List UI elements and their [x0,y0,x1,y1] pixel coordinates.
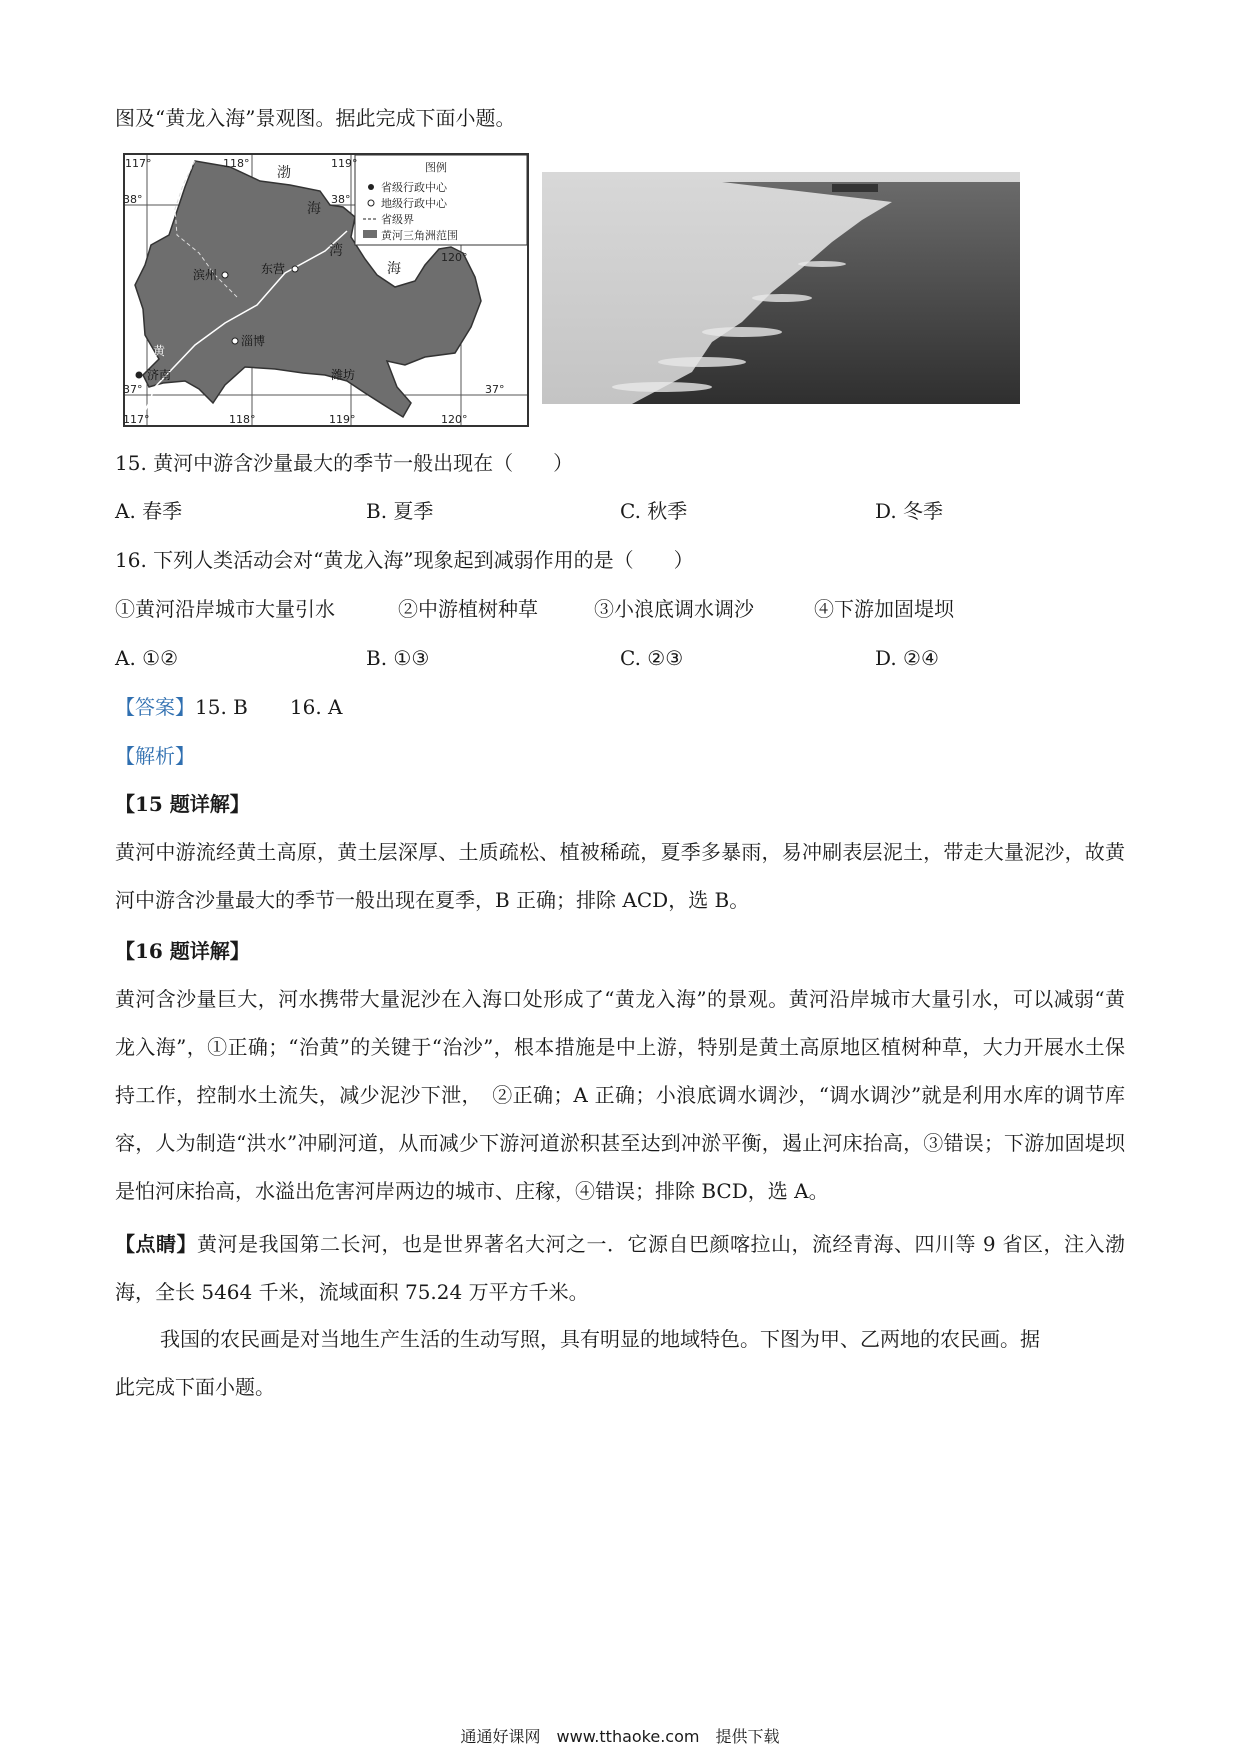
delta-symbol [363,230,377,238]
city-weifang: 潍坊 [331,368,356,382]
next-intro-line1: 我国的农民画是对当地生产生活的生动写照，具有明显的地域特色。下图为甲、乙两地的农民画。据 [160,1327,1040,1351]
city-dongying: 东营 [261,262,286,276]
jinan-marker [136,372,143,379]
legend-item-3: 省级界 [381,213,414,226]
sea-label-wan: 湾 [329,243,343,259]
lon-label-119-bottom: 119° [329,413,356,426]
detail15-title: 【15 题详解】 [115,792,250,816]
answer-q15: 15. B [195,695,248,719]
intro-line: 图及“黄龙入海”景观图。据此完成下面小题。 [115,106,516,130]
q15-stem: 15. 黄河中游含沙量最大的季节一般出现在（ ） [115,451,574,475]
q16-item-2: ②中游植树种草 [398,597,538,621]
lon-label-117-top: 117° [125,157,152,170]
sea-label-hai: 海 [307,201,321,217]
lon-label-119-top: 119° [331,157,358,170]
q16-option-c: C. ②③ [620,646,684,670]
q16-stem: 16. 下列人类活动会对“黄龙入海”现象起到减弱作用的是（ ） [115,548,694,572]
answer-q16: 16. A [289,695,343,719]
legend-title: 图例 [425,161,447,174]
q15-option-a: A. 春季 [115,499,183,523]
dongying-marker [292,266,298,272]
note-text: 黄河是我国第二长河，也是世界著名大河之一．它源自巴颜喀拉山，流经青海、四川等 9 省区，注入渤海，全长 5464 千米，流域面积 75.24 万平方千米。 [115,1232,1125,1304]
lat-label-38-right: 38° [331,193,351,206]
legend-item-1: 省级行政中心 [381,181,447,194]
q16-item-1: ①黄河沿岸城市大量引水 [115,597,335,621]
answer-line [115,695,342,719]
city-binzhou: 滨州 [193,268,218,282]
note-paragraph [115,1220,1125,1316]
q16-item-4: ④下游加固堤坝 [814,597,954,621]
analysis-tag: 【解析】 [115,744,195,768]
city-jinan: 济南 [147,368,172,382]
page-footer: 通通好课网 www.tthaoke.com 提供下载 [460,1727,780,1746]
lon-label-120-inner: 120° [441,251,468,264]
lon-label-118-top: 118° [223,157,250,170]
photo-svg [542,172,1020,404]
ship-icon [832,184,878,192]
answer-tag: 【答案】 [115,695,195,719]
q15-option-b: B. 夏季 [366,499,434,523]
q16-option-a: A. ①② [115,646,179,670]
lon-label-120-bottom: 120° [441,413,468,426]
prefecture-capital-symbol [368,200,374,206]
q16-item-3: ③小浪底调水调沙 [594,597,754,621]
detail16-text: 黄河含沙量巨大，河水携带大量泥沙在入海口处形成了“黄龙入海”的景观。黄河沿岸城市大量引水，可以减弱“黄龙入海”，①正确；“治黄”的关键于“治沙”，根本措施是中上游，特别是黄土高原地区植树种草，大力开展水土保持工作，控制水土流失，减少泥沙下泄， ②正确；A 正确；小浪底调水调沙，“调水调沙”就是利用水库的调节库容，人为制造“洪水”冲刷河道，从而减少下游河道淤积甚至达到冲淤平衡，遏止河床抬高，③错误；下游加固堤坝是怕河床抬高，水溢出危害河岸两边的城市、庄稼，④错误；排除 BCD，选 A。 [115,987,1125,1203]
river-label: 黄 [153,344,166,358]
city-zibo: 淄博 [241,334,266,348]
provincial-capital-symbol [368,184,374,190]
map-svg [125,155,527,425]
q15-option-c: C. 秋季 [620,499,688,523]
next-intro-line2: 此完成下面小题。 [115,1375,275,1399]
q15-option-d: D. 冬季 [875,499,944,523]
legend-item-2: 地级行政中心 [381,197,447,210]
yellow-river-delta-map [123,153,529,427]
lat-label-37-left: 37° [123,383,143,396]
lon-label-117-bottom: 117° [123,413,150,426]
note-tag: 【点睛】 [115,1232,198,1256]
sea-label-bo: 渤 [277,165,291,181]
lon-label-118-bottom: 118° [229,413,256,426]
binzhou-marker [222,272,228,278]
detail16-title: 【16 题详解】 [115,939,250,963]
legend-item-4: 黄河三角洲范围 [381,229,458,242]
lat-label-37-right: 37° [485,383,505,396]
detail15-text: 黄河中游流经黄土高原，黄土层深厚、土质疏松、植被稀疏，夏季多暴雨，易冲刷表层泥土，带走大量泥沙，故黄河中游含沙量最大的季节一般出现在夏季，B 正确；排除 ACD，选 B。 [115,840,1125,912]
yellow-dragon-into-sea-photo [542,172,1020,404]
q16-option-d: D. ②④ [875,646,939,670]
lat-label-38-left: 38° [123,193,143,206]
zibo-marker [232,338,238,344]
sea-label-laizhou: 海 [387,261,401,277]
q16-option-b: B. ①③ [366,646,430,670]
